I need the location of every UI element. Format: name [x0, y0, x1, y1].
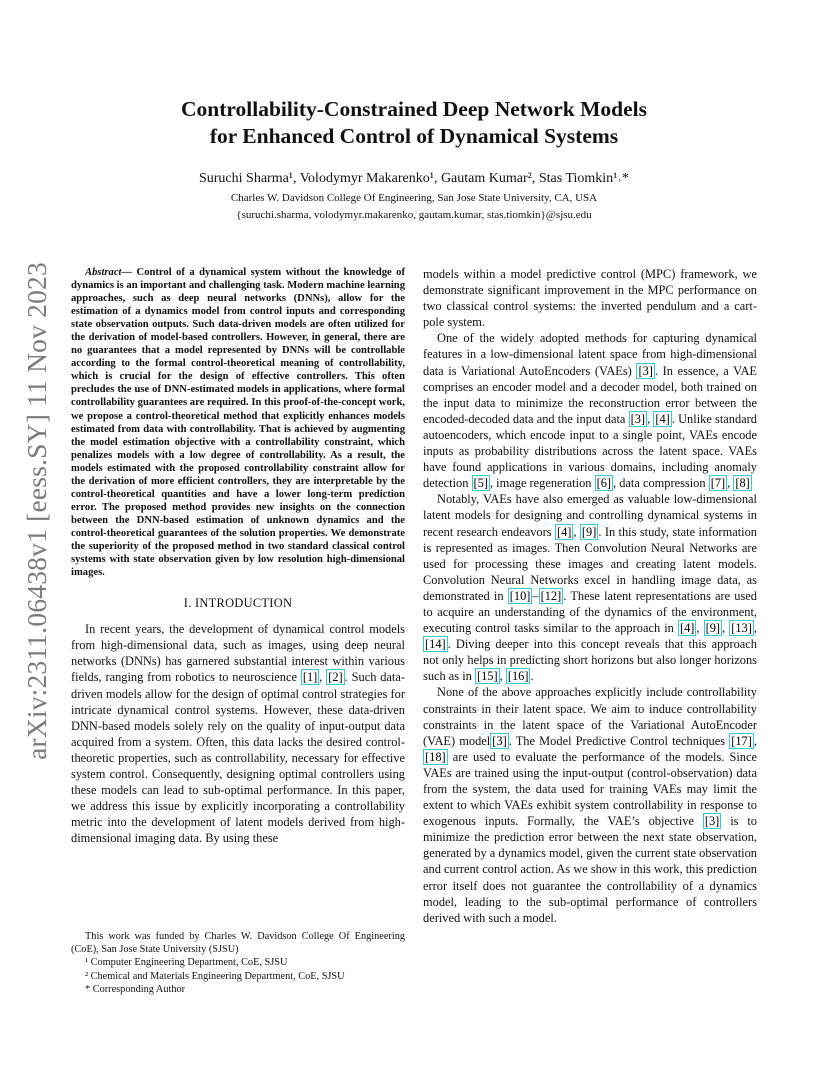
text-span: is to minimize the prediction error between the next state observation, generated by a dynamics model, given the current state observation and current control action. As we show in this work, this prediction error itself does not guarantee the controllability of a dynamics model, leading to the sub-optimal performance of controllers derived with such a model. [423, 814, 757, 925]
left-column [71, 266, 405, 846]
footnote-1: ¹ Computer Engineering Department, CoE, SJSU [85, 957, 288, 969]
text-span: , [753, 733, 757, 748]
citation-link[interactable]: [7] [710, 476, 726, 491]
citation-link[interactable]: [3] [704, 814, 720, 829]
text-span: . In essence, a VAE comprises an encoder model and a decoder model, both trained on the input data to minimize the reconstruction error between the encoded-decoded data and the input data [423, 363, 757, 426]
citation-link[interactable]: [12] [540, 588, 562, 603]
abstract-label: Abstract [85, 267, 122, 278]
text-span: , [696, 621, 704, 636]
citation-link[interactable]: [9] [581, 524, 597, 539]
paper-title [70, 96, 758, 150]
funding-note: This work was funded by Charles W. Davidson College Of Engineering (CoE), San Jose State University (SJSU) [71, 931, 405, 956]
affiliation: Charles W. Davidson College Of Engineering, San Jose State University, CA, USA [230, 192, 598, 204]
intro-paragraph-2 [423, 330, 757, 491]
section-heading-introduction: I. INTRODUCTION [183, 596, 293, 611]
text-span: One of the widely adopted methods for capturing dynamical features in a low-dimensional latent space from high-dimensional data is Variational AutoEncoders (VAEs) [423, 331, 757, 378]
footnote-2: ² Chemical and Materials Engineering Department, CoE, SJSU [85, 970, 345, 982]
intro-paragraph-4 [423, 684, 757, 925]
text-span: , [727, 476, 734, 491]
text-span: are used to evaluate the performance of the models. Since VAEs are trained using the input-output (control-observation) data from the system, the data used for training VAEs may limit the extent to which VAEs exhibit system controllability in response to exogenous inputs. Formally, the VAE’s objective [423, 749, 757, 829]
citation-link[interactable]: [4] [679, 621, 695, 636]
text-span: , image regeneration [489, 476, 595, 491]
text-span: , [722, 621, 730, 636]
text-span: , [573, 524, 580, 539]
text-span: . Such data-driven models allow for the design of optimal control strategies for intricate dynamical control systems. However, these data-driven DNN-based models solely rely on the quality of input-output data acquired from a system. Often, this data lacks the desired control-theoretic properties, such as controllability, necessary for effective system control. Consequently, designing optimal controllers using these models can lead to sub-optimal performance. In this paper, we address this issue by explicitly incorporating a controllability metric into the development of latent models derived from high-dimensional imaging data. By using these [71, 670, 405, 846]
text-span: Notably, VAEs have also emerged as valuable low-dimensional latent models for designing and controlling dynamical systems in recent research endeavors [423, 492, 757, 539]
text-span: , [647, 411, 654, 426]
citation-link[interactable]: [8] [735, 476, 750, 491]
footnotes [71, 930, 405, 996]
text-span: . Diving deeper into this concept reveals that this approach not only helps in predicting short horizons but also longer horizons such as in [423, 637, 757, 684]
text-span: . These latent representations are used to acquire an understanding of the dynamics of the environment, executing control tasks similar to the approach in [423, 588, 757, 636]
citation-link[interactable]: [15] [476, 669, 498, 684]
citation-link[interactable]: [3] [638, 363, 653, 378]
right-column [423, 266, 757, 926]
text-span: , [499, 669, 506, 684]
citation-link[interactable]: [4] [655, 411, 670, 426]
author-list: Suruchi Sharma¹, Volodymyr Makarenko¹, Gautam Kumar², Stas Tiomkin¹˒* [198, 171, 630, 186]
citation-link[interactable]: [5] [473, 476, 488, 491]
intro-paragraph-cont: models within a model predictive control (MPC) framework, we demonstrate significant improvement in the MPC performance on two classical control systems: the inverted pendulum and a cart-pole system. [423, 267, 757, 330]
footnote-3: * Corresponding Author [85, 983, 186, 995]
citation-link[interactable]: [4] [556, 524, 572, 539]
text-span: , [753, 621, 757, 636]
citation-link[interactable]: [16] [507, 669, 529, 684]
arxiv-id: arXiv:2311.06438v1 [eess.SY] 11 Nov 2023 [21, 262, 52, 760]
citation-link[interactable]: [17] [731, 733, 752, 748]
citation-link[interactable]: [6] [596, 476, 612, 491]
text-span: None of the above approaches explicitly include controllability constraints in their latent space. We aim to induce controllability constraints in the latent space of the Variational AutoEncoder (VAE) model [423, 685, 757, 748]
author-emails: {suruchi.sharma, volodymyr.makarenko, gautam.kumar, stas.tiomkin}@sjsu.edu [236, 209, 592, 221]
text-span: . The Model Predictive Control techniques [508, 733, 730, 748]
abstract [71, 266, 405, 579]
citation-link[interactable]: [3] [630, 411, 646, 426]
citation-link[interactable]: [18] [425, 749, 446, 764]
text-span: . [530, 669, 534, 684]
citation-link[interactable]: [13] [731, 621, 752, 636]
citation-link[interactable]: [14] [425, 637, 446, 652]
text-span: , data compression [613, 476, 709, 491]
citation-link[interactable]: [2] [328, 670, 343, 685]
citation-link[interactable]: [10] [509, 588, 531, 603]
citation-link[interactable]: [9] [705, 621, 721, 636]
intro-paragraph-1 [71, 621, 405, 846]
title-line-2: for Enhanced Control of Dynamical Systems [209, 124, 619, 148]
text-span: . Unlike standard autoencoders, which encode input to a single point, VAEs encode inputs as probability distributions across the latent space. VAEs have found applications in various domains, including anomaly detection [423, 411, 757, 491]
text-span: , [319, 670, 327, 685]
text-span: – [532, 588, 539, 603]
intro-paragraph-3 [423, 491, 757, 684]
title-line-1: Controllability-Constrained Deep Network Models [180, 97, 647, 121]
citation-link[interactable]: [3] [492, 733, 507, 748]
arxiv-stamp [20, 262, 54, 760]
abstract-text: — Control of a dynamical system without the knowledge of dynamics is an important and challenging task. Modern machine learning approaches, such as deep neural networks (DNNs), allow for the estimation of a dynamics model from control inputs and corresponding state observation outputs. Such data-driven models are often utilized for the derivation of model-based controllers. However, in general, there are no guarantees that a model represented by DNNs will be controllable according to the formal control-theoretical meaning of controllability, which is crucial for the design of effective controllers. This often precludes the use of DNN-estimated models in applications, where formal controllability guarantees are required. In this proof-of-the-concept work, we propose a control-theoretical method that explicitly enhances models estimated from data with controllability. That is achieved by augmenting the model estimation objective with a controllability constraint, which penalizes models with a low degree of controllability. As a result, the models estimated with the proposed controllability constraint allow for the derivation of more efficient controllers, they are interpretable by the control-theoretical quantities and have a lower long-term prediction error. The proposed method provides new insights on the connection between the DNN-based estimation of unknown dynamics and the control-theoretical guarantees of the solution properties. We demonstrate the superiority of the proposed method in two standard classical control systems with state observation given by low resolution high-dimensional images. [71, 267, 405, 579]
citation-link[interactable]: [1] [302, 670, 318, 685]
text-span: In recent years, the development of dynamical control models from high-dimensional data, such as images, using deep neural networks (DNNs) has garnered substantial interest within various fields, ranging from robotics to neuroscience [71, 622, 405, 685]
text-span: . In this study, state information is represented as images. Then Convolution Neural Networks are used for processing these images and creating latent models. Convolution Neural Networks excel in handling image data, as demonstrated in [423, 524, 757, 603]
